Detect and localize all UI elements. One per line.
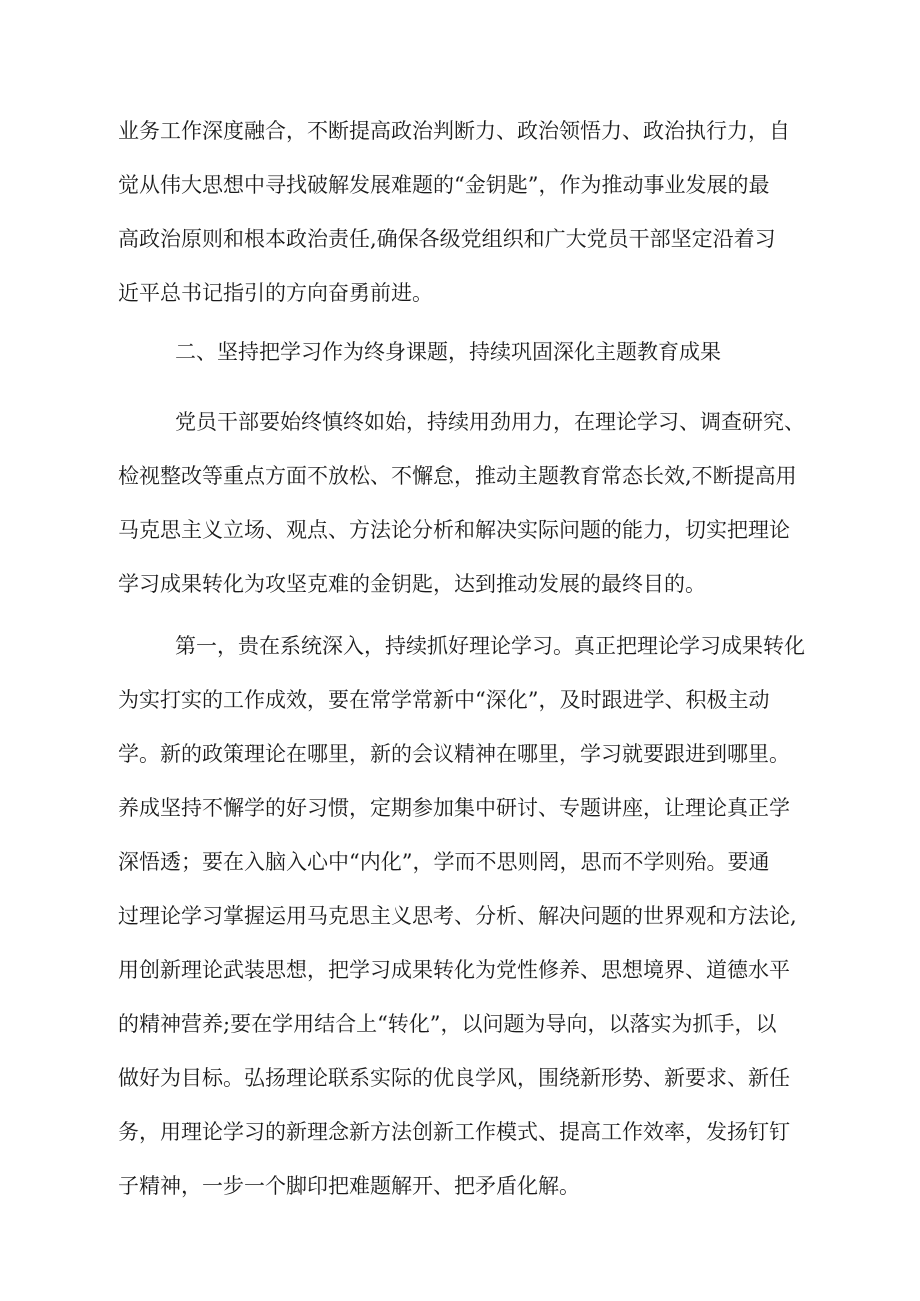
paragraph-4-line-4: 养成坚持不懈学的好习惯，定期参加集中研讨、专题讲座，让理论真正学	[118, 796, 790, 820]
paragraph-1-line-3: 高政治原则和根本政治责任,确保各级党组织和广大党员干部坚定沿着习	[118, 227, 776, 251]
paragraph-4-line-5: 深悟透；要在入脑入心中“内化”，学而不思则罔，思而不学则殆。要通	[118, 850, 770, 874]
paragraph-4-line-8: 的精神营养;要在学用结合上“转化”，以问题为导向，以落实为抓手，以	[118, 1012, 777, 1036]
paragraph-4-line-6: 过理论学习掌握运用马克思主义思考、分析、解决问题的世界观和方法论,	[118, 904, 797, 928]
paragraph-4-line-1: 第一，贵在系统深入，持续抓好理论学习。真正把理论学习成果转化	[175, 634, 805, 658]
section-heading: 二、坚持把学习作为终身课题，持续巩固深化主题教育成果	[175, 340, 721, 364]
paragraph-4-line-2: 为实打实的工作成效，要在常学常新中“深化”，及时跟进学、积极主动	[118, 688, 770, 712]
paragraph-4-line-9: 做好为目标。弘扬理论联系实际的优良学风，围绕新形势、新要求、新任	[118, 1066, 790, 1090]
paragraph-4-line-10: 务，用理论学习的新理念新方法创新工作模式、提高工作效率，发扬钉钉	[118, 1120, 790, 1144]
paragraph-1-line-4: 近平总书记指引的方向奋勇前进。	[118, 281, 433, 305]
paragraph-3-line-3: 马克思主义立场、观点、方法论分析和解决实际问题的能力，切实把理论	[118, 518, 790, 542]
paragraph-1-line-1: 业务工作深度融合，不断提高政治判断力、政治领悟力、政治执行力，自	[118, 119, 790, 143]
paragraph-3-line-2: 检视整改等重点方面不放松、不懈怠，推动主题教育常态长效,不断提高用	[118, 464, 797, 488]
paragraph-4-line-11: 子精神，一步一个脚印把难题解开、把矛盾化解。	[118, 1174, 580, 1198]
paragraph-4-line-7: 用创新理论武装思想，把学习成果转化为党性修养、思想境界、道德水平	[118, 958, 790, 982]
paragraph-3-line-1: 党员干部要始终慎终如始，持续用劲用力，在理论学习、调查研究、	[175, 410, 805, 434]
paragraph-3-line-4: 学习成果转化为攻坚克难的金钥匙，达到推动发展的最终目的。	[118, 572, 706, 596]
paragraph-4-line-3: 学。新的政策理论在哪里，新的会议精神在哪里，学习就要跟进到哪里。	[118, 742, 790, 766]
paragraph-1-line-2: 觉从伟大思想中寻找破解发展难题的“金钥匙”，作为推动事业发展的最	[118, 173, 770, 197]
